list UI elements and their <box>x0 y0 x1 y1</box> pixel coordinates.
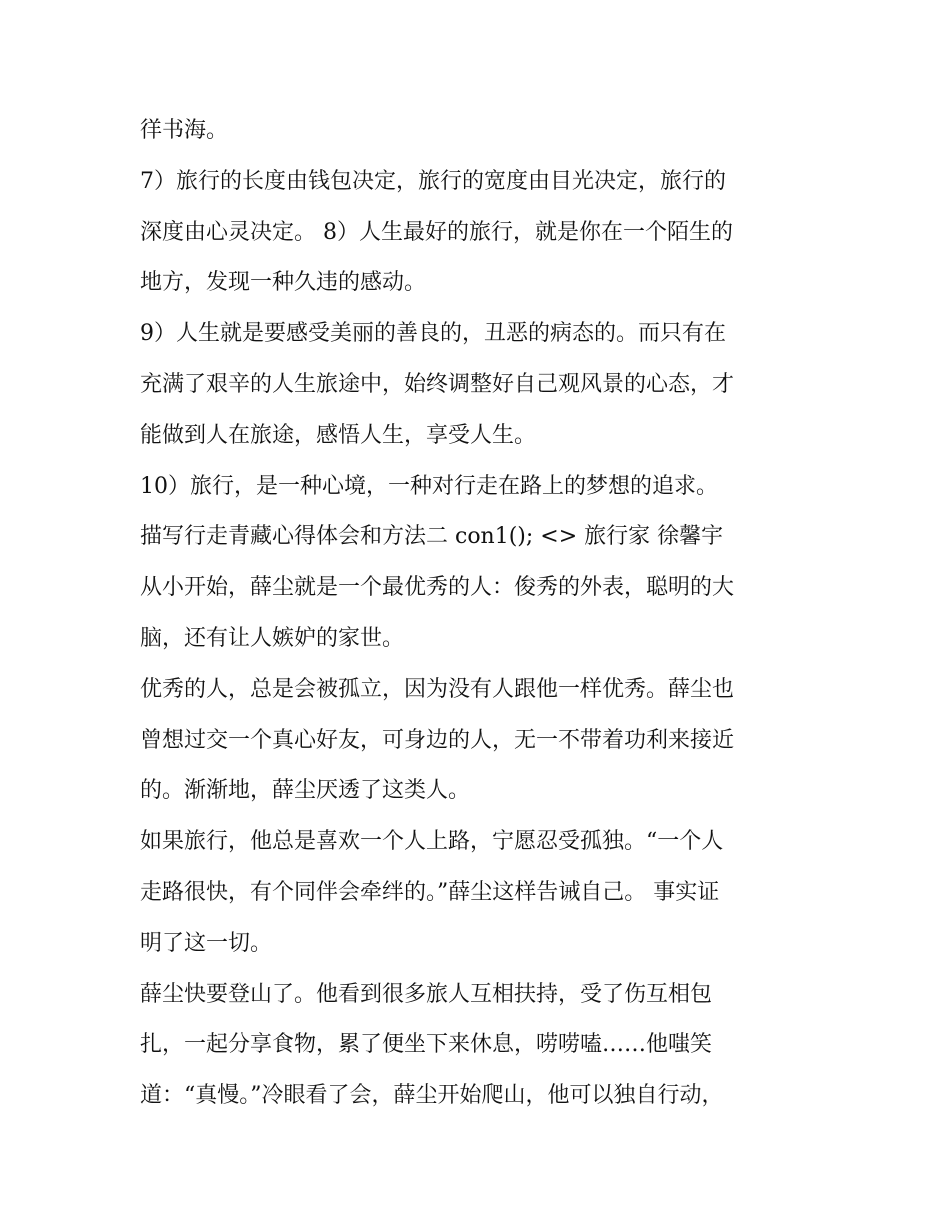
text-line: 能做到人在旅途，感悟人生，享受人生。 <box>140 422 537 448</box>
text-line: 脑，还有让人嫉妒的家世。 <box>140 625 405 651</box>
text-line: 的。渐渐地，薛尘厌透了这类人。 <box>140 778 471 804</box>
text-line: 曾想过交一个真心好友，可身边的人，无一不带着功利来接近 <box>140 727 735 753</box>
text-line: 徉书海。 <box>140 118 229 143</box>
text-line: 深度由心灵决定。 8）人生最好的旅行，就是你在一个陌生的 <box>140 219 733 245</box>
text-line: 走路很快，有个同伴会牵绊的。”薛尘这样告诫自己。 事实证 <box>140 879 720 905</box>
text-line: 明了这一切。 <box>140 930 273 956</box>
text-line: 描写行走青藏心得体会和方法二 con1(); <> 旅行家 徐馨宇 <box>140 524 724 550</box>
text-line: 优秀的人，总是会被孤立，因为没有人跟他一样优秀。薛尘也 <box>140 676 735 702</box>
text-line: 9）人生就是要感受美丽的善良的，丑恶的病态的。而只有在 <box>140 321 726 347</box>
text-line: 道：“真慢。”冷眼看了会，薛尘开始爬山，他可以独自行动， <box>140 1083 724 1109</box>
text-line: 如果旅行，他总是喜欢一个人上路，宁愿忍受孤独。“一个人 <box>140 829 724 855</box>
text-line: 扎，一起分享食物，累了便坐下来休息，唠唠嗑……他嗤笑 <box>140 1032 713 1058</box>
text-line: 10）旅行，是一种心境，一种对行走在路上的梦想的追求。 <box>140 473 718 499</box>
text-line: 地方，发现一种久违的感动。 <box>140 270 427 296</box>
document-body <box>140 106 820 1122</box>
text-line: 7）旅行的长度由钱包决定，旅行的宽度由目光决定，旅行的 <box>140 168 726 194</box>
text-line: 充满了艰辛的人生旅途中，始终调整好自己观风景的心态，才 <box>140 371 735 397</box>
text-line: 薛尘快要登山了。他看到很多旅人互相扶持，受了伤互相包 <box>140 981 713 1007</box>
text-line: 从小开始，薛尘就是一个最优秀的人：俊秀的外表，聪明的大 <box>140 575 735 601</box>
